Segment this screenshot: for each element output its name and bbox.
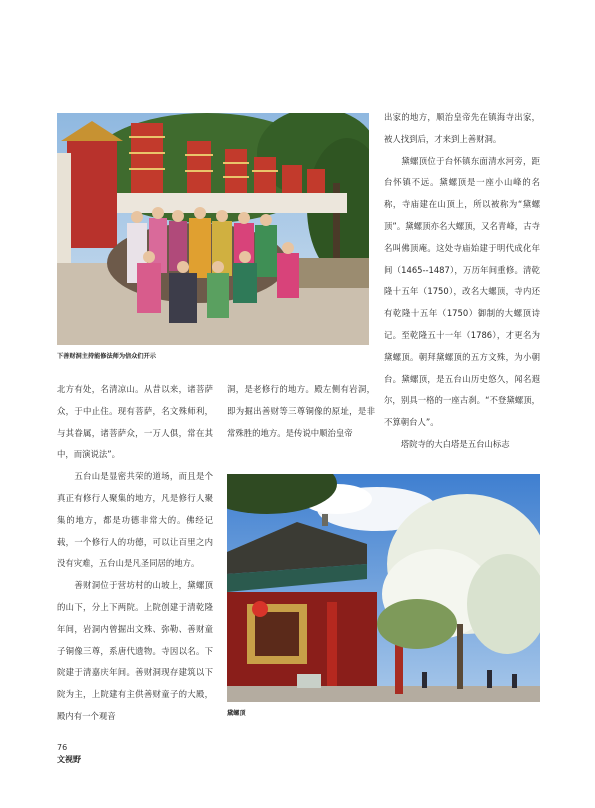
photo-dailuoding (227, 474, 540, 702)
photo-group-temple (57, 113, 369, 345)
right-column-text: 出家的地方，顺治皇帝先在镇海寺出家，被人找到后，才来到上善财洞。 黛螺顶位于台怀镇东面清水河旁，距台怀镇不远。黛螺顶是一座小山峰的名称，寺庙建在山顶上，所以被称为“黛螺顶”。黛螺顶亦名大螺顶，又名青峰，古寺名叫佛顶庵。这处寺庙始建于明代成化年间（1465--1487），万历年间重修。清乾隆十五年（1750），改名大螺顶，寺内还有乾隆十五年（1750）御制的大螺顶诗记。至乾隆五十一年（1786），才更名为黛螺顶。朝拜黛螺顶的五方文殊，为小朝台。黛螺顶，是五台山历史悠久，闻名遐尔，别具一格的一座古刹。“不登黛螺顶，不算朝台人”。 塔院寺的大白塔是五台山标志 (384, 112, 540, 449)
photo-caption: 下善财洞主持能修法师为信众们开示 (57, 353, 156, 360)
page-number: 76 (57, 743, 68, 752)
magazine-name: 文视野 (57, 755, 81, 764)
middle-column-text: 洞，是老修行的地方。殿左侧有岩洞，即为掘出善财等三尊铜像的原址，是非常殊胜的地方。是传说中顺治皇帝 (227, 384, 375, 438)
left-column-text: 北方有处，名清凉山。从昔以来，诸菩萨众，于中止住。现有菩萨，名文殊师利，与其眷属，诸菩萨众，一万人俱，常在其中，而演说法”。 五台山是显密共荣的道场，而且是个真正有修行人聚集的地方，凡是修行人聚集的地方，都是功德非常大的。佛经记载，一个修行人的功德，可以让百里之内没有灾难，五台山是凡圣同居的地方。 善财洞位于营坊村的山坡上，黛螺顶的山下，分上下两院。上院创建于清乾隆年间，岩洞内曾掘出文殊、弥勒、善财童子铜像三尊，系唐代遗物。寺因以名。下院建于清嘉庆年间。善财洞现存建筑以下院为主，上院建有主供善财童子的大殿，殿内有一个观音 (57, 384, 213, 721)
photo-caption-dailuoding: 黛螺顶 (227, 710, 246, 717)
